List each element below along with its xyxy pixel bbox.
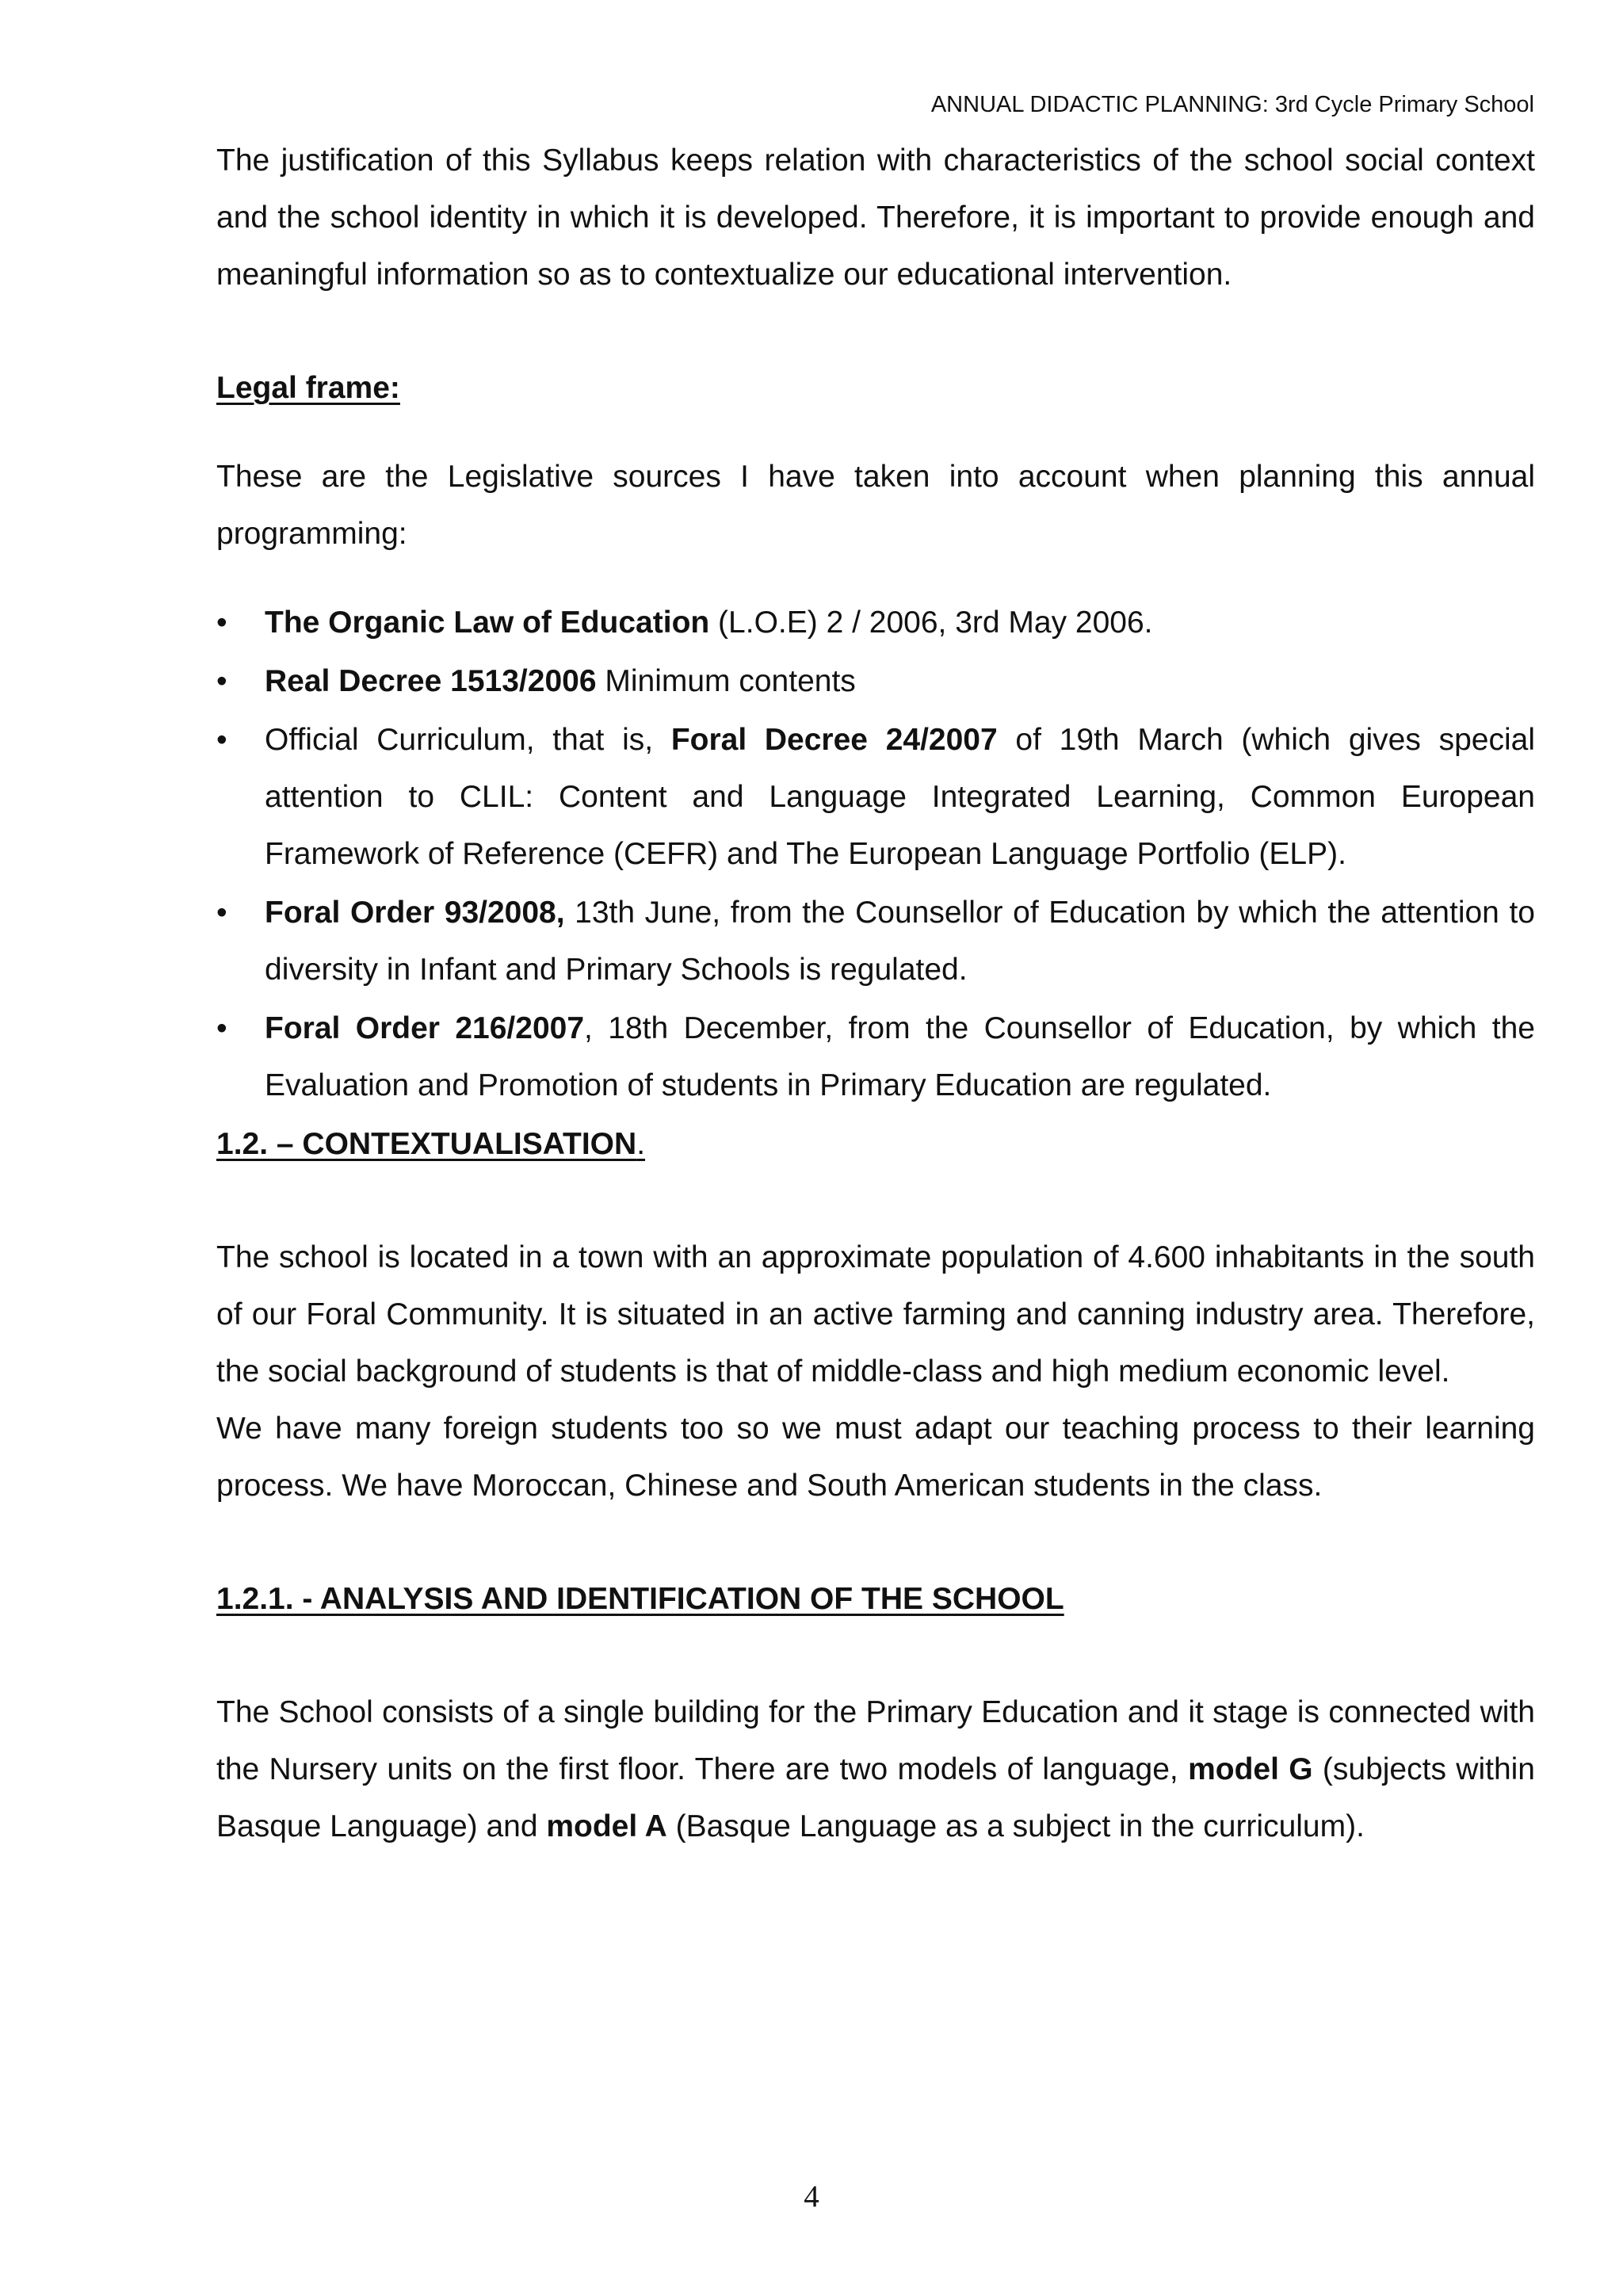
item-text-post: , 18th December, from the Counsellor of Education, by which the Evaluation and Promotion of students in Primary Education are regulated. bbox=[265, 1011, 1535, 1102]
item-text-pre: Official Curriculum, that is, bbox=[265, 723, 671, 757]
item-text-post: of 19th March (which gives special attention to CLIL: Content and Language Integrated Learning, Common European Framework of Reference (CEFR) and The European Language Portfolio (ELP). bbox=[265, 723, 1535, 871]
item-text-bold: Foral Order 216/2007 bbox=[265, 1011, 585, 1045]
contextualisation-heading-text: 1.2. – CONTEXTUALISATION bbox=[216, 1127, 637, 1161]
school-analysis-text: (subjects within Basque Language) and bbox=[216, 1752, 1535, 1843]
item-text-bold: Foral Order 93/2008, bbox=[265, 896, 565, 930]
page-number: 4 bbox=[804, 2179, 819, 2214]
contextualisation-heading-trail: . bbox=[636, 1127, 646, 1161]
legal-frame-lead: These are the Legislative sources I have taken into account when planning this annual programming: bbox=[216, 460, 1535, 551]
legislative-sources-list bbox=[216, 594, 1535, 1114]
list-item bbox=[216, 653, 1535, 710]
school-analysis-heading: 1.2.1. - ANALYSIS AND IDENTIFICATION OF THE SCHOOL bbox=[216, 1582, 1064, 1616]
contextualisation-paragraph-2: We have many foreign students too so we must adapt our teaching process to their learning process. We have Moroccan, Chinese and South American students in the class. bbox=[216, 1412, 1535, 1503]
contextualisation-heading bbox=[216, 1116, 1535, 1173]
bullet-icon: • bbox=[216, 606, 227, 640]
bullet-icon: • bbox=[216, 723, 227, 757]
item-text-post: Minimum contents bbox=[596, 664, 856, 698]
school-analysis-paragraph bbox=[216, 1684, 1535, 1855]
item-text-bold: Real Decree 1513/2006 bbox=[265, 664, 597, 698]
model-a-label: model A bbox=[546, 1809, 667, 1843]
running-header: ANNUAL DIDACTIC PLANNING: 3rd Cycle Primary School bbox=[930, 92, 1534, 117]
school-analysis-text: The School consists of a single building for the Primary Education and it stage is connected with the Nursery units on the first floor. There are two models of language, bbox=[216, 1695, 1535, 1786]
legal-frame-heading: Legal frame: bbox=[216, 371, 400, 405]
list-item bbox=[216, 712, 1535, 883]
item-text-bold: Foral Decree 24/2007 bbox=[670, 723, 998, 757]
page-body bbox=[216, 132, 1535, 1855]
item-text-bold: The Organic Law of Education bbox=[265, 606, 710, 640]
bullet-icon: • bbox=[216, 664, 227, 698]
list-item bbox=[216, 1000, 1535, 1114]
item-text-post: 13th June, from the Counsellor of Education by which the attention to diversity in Infant and Primary Schools is regulated. bbox=[265, 896, 1535, 987]
list-item bbox=[216, 884, 1535, 999]
intro-paragraph: The justification of this Syllabus keeps relation with characteristics of the school social context and the school identity in which it is developed. Therefore, it is important to provide enough and meaningful information so as to contextualize our educational intervention. bbox=[216, 143, 1535, 292]
contextualisation-paragraph-1: The school is located in a town with an approximate population of 4.600 inhabitants in the south of our Foral Community. It is situated in an active farming and canning industry area. Therefore, the social background of students is that of middle-class and high medium economic level. bbox=[216, 1240, 1535, 1389]
item-text-post: (L.O.E) 2 / 2006, 3rd May 2006. bbox=[709, 606, 1153, 640]
model-g-label: model G bbox=[1188, 1752, 1313, 1786]
list-item bbox=[216, 594, 1535, 651]
bullet-icon: • bbox=[216, 1011, 227, 1045]
bullet-icon: • bbox=[216, 896, 227, 930]
school-analysis-text: (Basque Language as a subject in the curriculum). bbox=[666, 1809, 1365, 1843]
